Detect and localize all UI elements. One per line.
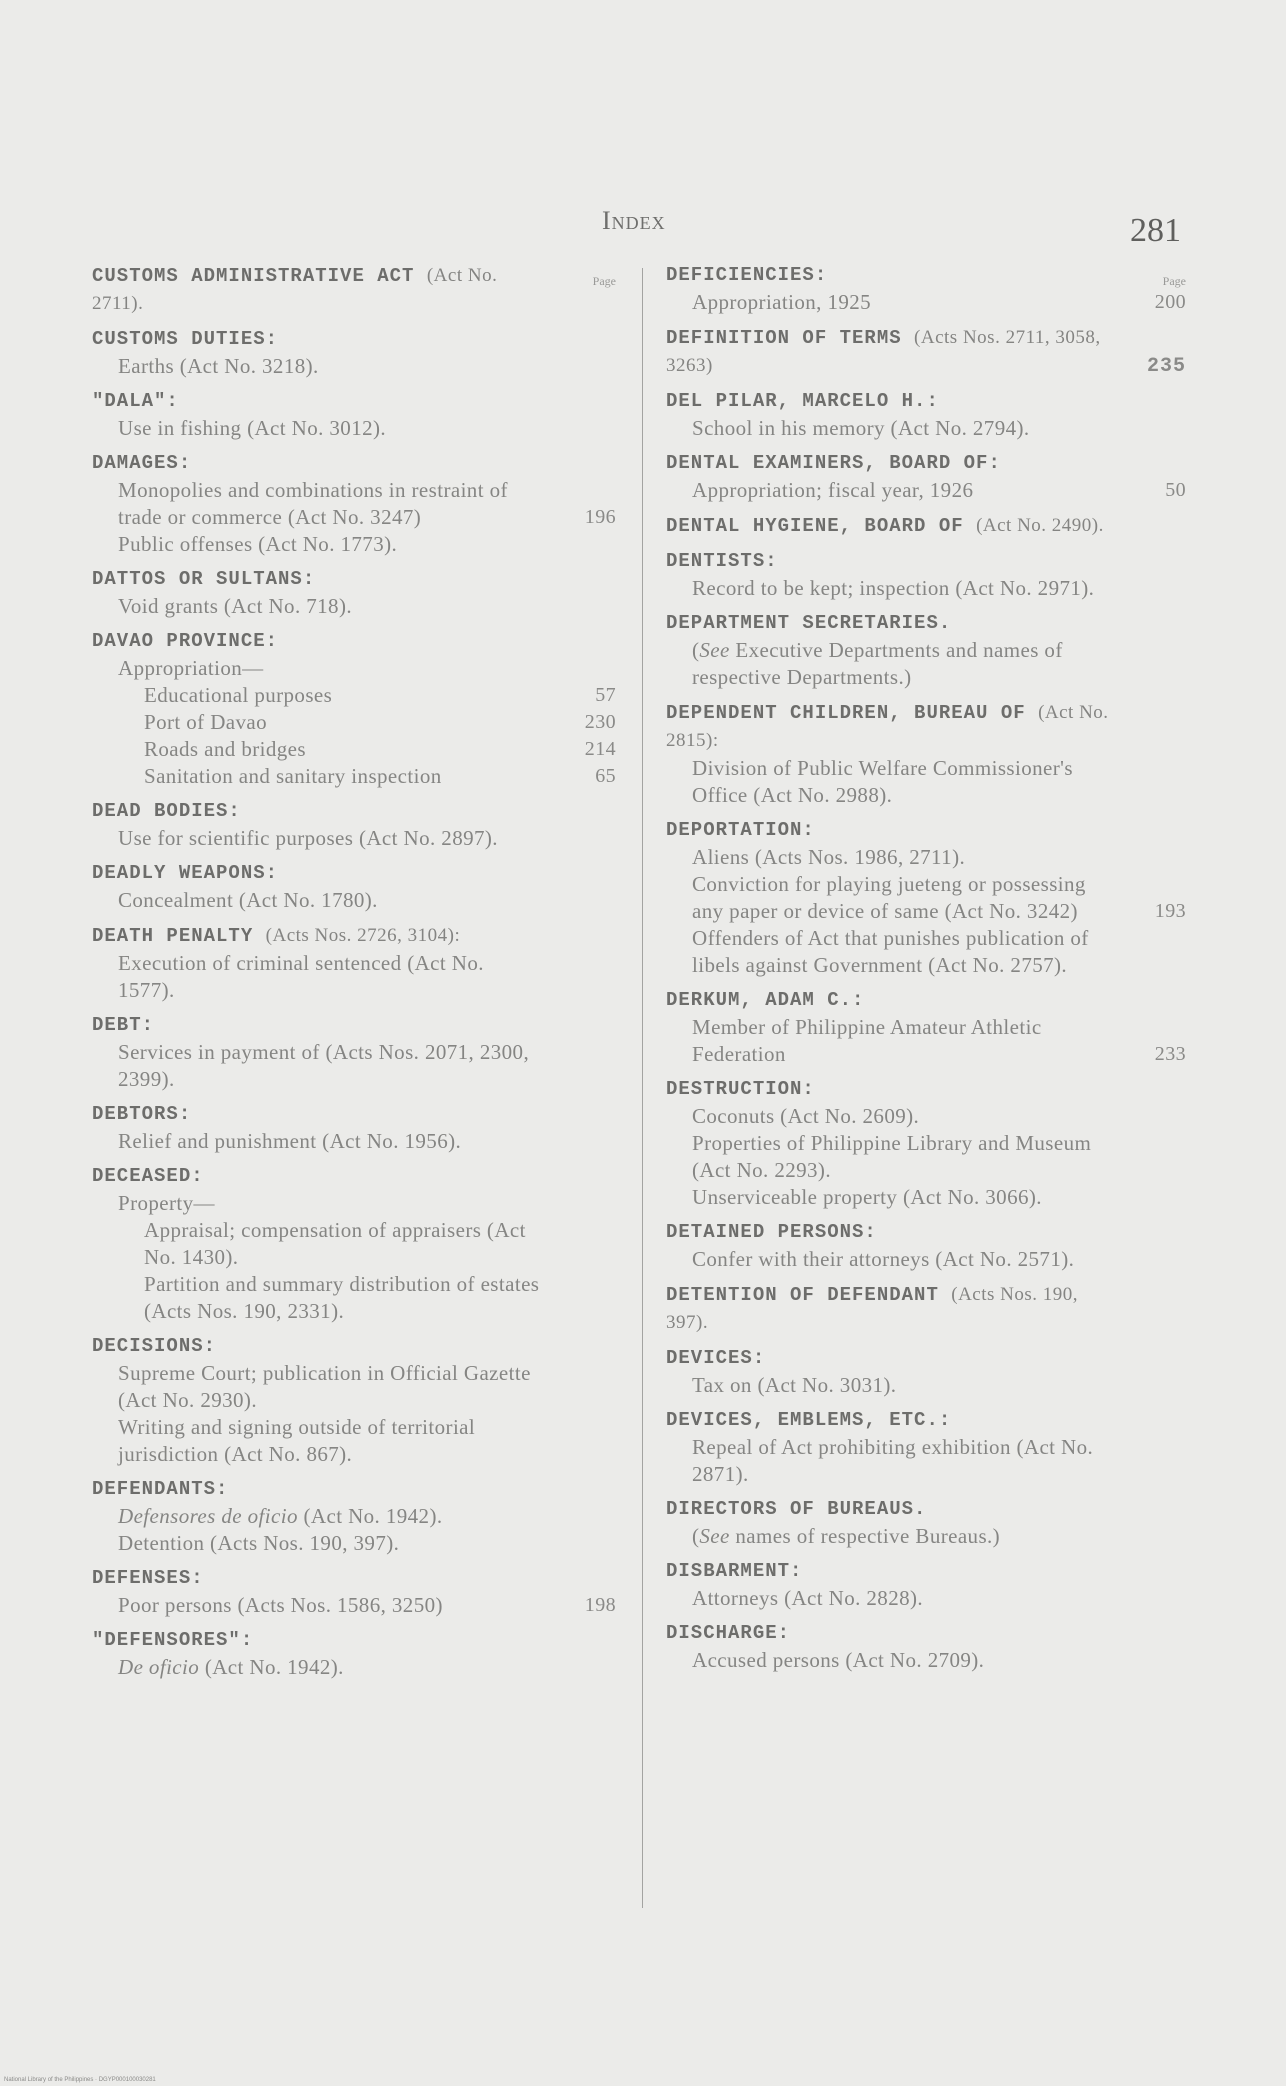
index-entry [92, 1101, 616, 1155]
subentry-text: Public offenses (Act No. 1773). [118, 532, 398, 556]
index-entry [666, 1281, 1186, 1337]
heading-text: DEL PILAR, MARCELO H.: [666, 390, 939, 412]
subentry-text: Port of Davao [144, 710, 268, 734]
subentry-text: Properties of Philippine Library and Museum (Act No. 2293). [692, 1131, 1092, 1182]
subentry-text: Tax on (Act No. 3031). [692, 1373, 897, 1397]
heading-text: DEBT: [92, 1014, 155, 1036]
subentry [692, 415, 1186, 442]
subentry-text: Use in fishing (Act No. 3012). [118, 416, 387, 440]
heading-text: DISCHARGE: [666, 1622, 791, 1644]
subentry [118, 1039, 616, 1093]
entry-heading [666, 1407, 1186, 1434]
subentry [118, 593, 616, 620]
index-entry [666, 1496, 1186, 1550]
index-entry [92, 450, 616, 558]
entry-heading [666, 1620, 1186, 1647]
heading-text: DAVAO PROVINCE: [92, 630, 279, 652]
subentry [144, 682, 616, 709]
heading-tail: (Acts Nos. 2711, 3058, 3263) [666, 327, 1101, 376]
subentry-text: Writing and signing outside of territorial jurisdiction (Act No. 867). [118, 1415, 476, 1466]
subentry-text: Executive Departments and names of respective Departments.) [692, 638, 1063, 689]
subentry [118, 950, 616, 1004]
subentry [692, 844, 1186, 871]
index-entry [666, 1620, 1186, 1674]
subentry [118, 1414, 616, 1468]
entry-heading [666, 262, 1186, 289]
heading-text: CUSTOMS ADMINISTRATIVE ACT [92, 265, 415, 287]
index-entry [92, 860, 616, 914]
heading-tail: (Act No. 2815): [666, 702, 1109, 751]
page-ref: 198 [584, 1594, 616, 1616]
index-entry [666, 450, 1186, 504]
entry-heading [666, 1496, 1186, 1523]
index-entries [92, 262, 616, 1681]
entry-heading [92, 1565, 616, 1592]
entry-heading [92, 326, 616, 353]
page-ref: 50 [1165, 479, 1186, 501]
heading-text: DEAD BODIES: [92, 800, 241, 822]
page-column-label: Page [592, 274, 616, 288]
subentry [692, 871, 1186, 925]
subentry-text: Attorneys (Act No. 2828). [692, 1586, 924, 1610]
page-number: 281 [1130, 212, 1181, 249]
heading-text: DENTAL HYGIENE, BOARD OF [666, 515, 964, 537]
subentry [118, 477, 616, 531]
entry-heading [92, 1333, 616, 1360]
subentry [118, 1360, 616, 1414]
subentry-text: Appropriation, 1925 [692, 290, 872, 314]
heading-text: DEPARTMENT SECRETARIES. [666, 612, 952, 634]
heading-text: DEVICES: [666, 1347, 766, 1369]
subentry-italic: See [699, 1524, 730, 1548]
right-column [666, 262, 1186, 1682]
index-entry [92, 262, 616, 318]
subentry-text: Confer with their attorneys (Act No. 2571). [692, 1247, 1075, 1271]
subentry [692, 1523, 1186, 1550]
page-ref: 193 [1154, 900, 1186, 922]
index-entry [666, 817, 1186, 979]
subentry-text: Member of Philippine Amateur Athletic Federation [692, 1015, 1042, 1066]
subentry [144, 763, 616, 790]
subentry [692, 289, 1186, 316]
index-entry [92, 1333, 616, 1468]
page-header [0, 200, 1286, 260]
subentry-italic: See [699, 638, 730, 662]
entry-heading [666, 1558, 1186, 1585]
page-ref: 235 [1146, 355, 1186, 378]
entry-heading [92, 798, 616, 825]
subentry-text: Property— [118, 1191, 215, 1215]
heading-text: DEFENSES: [92, 1567, 204, 1589]
heading-text: DENTISTS: [666, 550, 778, 572]
subentry [118, 531, 616, 558]
entry-heading [92, 1101, 616, 1128]
heading-text: DENTAL EXAMINERS, BOARD OF: [666, 452, 1001, 474]
page-ref: 57 [595, 684, 616, 706]
subentry [118, 1592, 616, 1619]
entry-heading [666, 324, 1186, 380]
page-ref: 200 [1154, 291, 1186, 313]
subentry [692, 477, 1186, 504]
subentry [692, 1130, 1186, 1184]
index-entry [666, 1558, 1186, 1612]
subentry-text: Appropriation— [118, 656, 264, 680]
index-entry [92, 798, 616, 852]
subentry-italic: Defensores de oficio [118, 1504, 298, 1528]
heading-text: DEPORTATION: [666, 819, 815, 841]
page-ref: 233 [1154, 1043, 1186, 1065]
subentry-text: (Act No. 1942). [199, 1655, 344, 1679]
subentry [118, 1654, 616, 1681]
subentry [692, 1647, 1186, 1674]
entry-heading [666, 450, 1186, 477]
index-entry [666, 987, 1186, 1068]
index-entry [666, 1219, 1186, 1273]
entry-heading [92, 1627, 616, 1654]
subentry-text: Relief and punishment (Act No. 1956). [118, 1129, 462, 1153]
subentry-text: Appraisal; compensation of appraisers (Act No. 1430). [144, 1218, 526, 1269]
heading-text: CUSTOMS DUTIES: [92, 328, 279, 350]
subentry [692, 1372, 1186, 1399]
subentry-text: Supreme Court; publication in Official Gazette (Act No. 2930). [118, 1361, 531, 1412]
subentry [692, 1184, 1186, 1211]
subentry [118, 1530, 616, 1557]
heading-tail: (Act No. 2711). [92, 265, 498, 314]
index-entry [666, 548, 1186, 602]
heading-text: DEADLY WEAPONS: [92, 862, 279, 884]
heading-text: DEATH PENALTY [92, 925, 254, 947]
page-ref: 196 [584, 506, 616, 528]
index-entries [666, 262, 1186, 1674]
heading-text: DEFENDANTS: [92, 1478, 229, 1500]
subentry-text: names of respective Bureaus.) [729, 1524, 1001, 1548]
subentry-text: Appropriation; fiscal year, 1926 [692, 478, 974, 502]
heading-tail: (Act No. 2490). [976, 515, 1104, 536]
heading-tail: (Acts Nos. 2726, 3104): [265, 925, 461, 946]
subentry-text: Detention (Acts Nos. 190, 397). [118, 1531, 400, 1555]
subentry [692, 1434, 1186, 1488]
scan-footer-note: National Library of the Philippines · DGYP000100030281 [4, 2077, 156, 2083]
heading-text: DEFINITION OF TERMS [666, 327, 902, 349]
index-entry [92, 566, 616, 620]
index-entry [92, 1012, 616, 1093]
heading-text: DAMAGES: [92, 452, 192, 474]
index-entry [92, 628, 616, 790]
entry-heading [666, 512, 1186, 540]
subentry-text: Monopolies and combinations in restraint of trade or commerce (Act No. 3247) [118, 478, 508, 529]
subentry [144, 1217, 616, 1271]
index-entry [92, 388, 616, 442]
subentry-text: Roads and bridges [144, 737, 306, 761]
index-entry [92, 922, 616, 1004]
column-divider [642, 268, 643, 1908]
index-entry [666, 1076, 1186, 1211]
subentry-text: Record to be kept; inspection (Act No. 2971). [692, 576, 1095, 600]
index-entry [92, 326, 616, 380]
subentry [144, 736, 616, 763]
entry-heading [666, 817, 1186, 844]
entry-heading [666, 987, 1186, 1014]
subentry-text: Use for scientific purposes (Act No. 2897). [118, 826, 498, 850]
heading-text: DETENTION OF DEFENDANT [666, 1284, 939, 1306]
entry-heading [92, 1012, 616, 1039]
subentry-text: Aliens (Acts Nos. 1986, 2711). [692, 845, 966, 869]
index-entry [666, 610, 1186, 691]
subentry [118, 1503, 616, 1530]
heading-text: DEBTORS: [92, 1103, 192, 1125]
subentry-text: Conviction for playing jueteng or possessing any paper or device of same (Act No. 3242) [692, 872, 1086, 923]
subentry-prefix: ( [692, 638, 700, 662]
subentry-text: School in his memory (Act No. 2794). [692, 416, 1030, 440]
entry-heading [92, 1476, 616, 1503]
entry-heading [666, 1219, 1186, 1246]
subentry [118, 1190, 616, 1217]
entry-heading [92, 388, 616, 415]
page-ref: 230 [584, 711, 616, 733]
index-entry [666, 388, 1186, 442]
heading-text: DEFICIENCIES: [666, 264, 828, 286]
index-entry [92, 1565, 616, 1619]
entry-heading [92, 1163, 616, 1190]
subentry [144, 1271, 616, 1325]
subentry-text: Repeal of Act prohibiting exhibition (Act No. 2871). [692, 1435, 1094, 1486]
subentry-italic: De oficio [118, 1655, 200, 1679]
entry-heading [666, 388, 1186, 415]
subentry-text: Concealment (Act No. 1780). [118, 888, 378, 912]
subentry-text: Sanitation and sanitary inspection [144, 764, 442, 788]
left-column [92, 262, 616, 1689]
subentry [118, 353, 616, 380]
subentry-text: Void grants (Act No. 718). [118, 594, 352, 618]
heading-text: DESTRUCTION: [666, 1078, 815, 1100]
heading-text: "DEFENSORES": [92, 1629, 254, 1651]
entry-heading [92, 262, 616, 318]
subentry-text: Earths (Act No. 3218). [118, 354, 319, 378]
heading-text: DEVICES, EMBLEMS, ETC.: [666, 1409, 952, 1431]
heading-text: DECISIONS: [92, 1335, 217, 1357]
entry-heading [666, 610, 1186, 637]
entry-heading [92, 628, 616, 655]
page-column-label: Page [1162, 274, 1186, 288]
subentry [118, 887, 616, 914]
entry-heading [92, 922, 616, 950]
subentry-text: Accused persons (Act No. 2709). [692, 1648, 985, 1672]
subentry-text: Execution of criminal sentenced (Act No. 1577). [118, 951, 484, 1002]
index-entry [92, 1476, 616, 1557]
page-ref: 65 [595, 765, 616, 787]
heading-text: "DALA": [92, 390, 179, 412]
index-entry [666, 1345, 1186, 1399]
subentry [692, 637, 1186, 691]
index-entry [92, 1163, 616, 1325]
index-entry [666, 1407, 1186, 1488]
subentry-text: Poor persons (Acts Nos. 1586, 3250) [118, 1593, 443, 1617]
heading-text: DECEASED: [92, 1165, 204, 1187]
heading-tail: (Acts Nos. 190, 397). [666, 1284, 1079, 1333]
entry-heading [92, 566, 616, 593]
subentry-text: Unserviceable property (Act No. 3066). [692, 1185, 1042, 1209]
subentry [118, 825, 616, 852]
subentry-text: Partition and summary distribution of estates (Acts Nos. 190, 2331). [144, 1272, 540, 1323]
index-entry [666, 699, 1186, 809]
subentry [692, 1246, 1186, 1273]
index-entry [666, 324, 1186, 380]
subentry [118, 1128, 616, 1155]
subentry [692, 1585, 1186, 1612]
subentry [118, 655, 616, 682]
subentry-text: (Act No. 1942). [297, 1504, 443, 1528]
entry-heading [666, 1345, 1186, 1372]
entry-heading [92, 450, 616, 477]
subentry [118, 415, 616, 442]
subentry [692, 755, 1186, 809]
entry-heading [666, 1281, 1186, 1337]
index-entry [666, 262, 1186, 316]
heading-text: DATTOS OR SULTANS: [92, 568, 316, 590]
subentry-text: Services in payment of (Acts Nos. 2071, 2300, 2399). [118, 1040, 530, 1091]
entry-heading [92, 860, 616, 887]
index-entry [666, 512, 1186, 540]
running-title: Index [602, 206, 666, 235]
heading-text: DISBARMENT: [666, 1560, 803, 1582]
entry-heading [666, 1076, 1186, 1103]
subentry-text: Offenders of Act that punishes publication of libels against Government (Act No. 2757). [692, 926, 1089, 977]
heading-text: DETAINED PERSONS: [666, 1221, 877, 1243]
heading-text: DERKUM, ADAM C.: [666, 989, 865, 1011]
page-ref: 214 [584, 738, 616, 760]
subentry [692, 1014, 1186, 1068]
entry-heading [666, 699, 1186, 755]
entry-heading [666, 548, 1186, 575]
subentry [692, 925, 1186, 979]
heading-text: DIRECTORS OF BUREAUS. [666, 1498, 927, 1520]
subentry-text: Coconuts (Act No. 2609). [692, 1104, 920, 1128]
subentry [144, 709, 616, 736]
subentry-text: Division of Public Welfare Commissioner's Office (Act No. 2988). [692, 756, 1073, 807]
subentry [692, 575, 1186, 602]
subentry-prefix: ( [692, 1524, 700, 1548]
heading-text: DEPENDENT CHILDREN, BUREAU OF [666, 702, 1026, 724]
subentry-text: Educational purposes [144, 683, 333, 707]
index-entry [92, 1627, 616, 1681]
subentry [692, 1103, 1186, 1130]
